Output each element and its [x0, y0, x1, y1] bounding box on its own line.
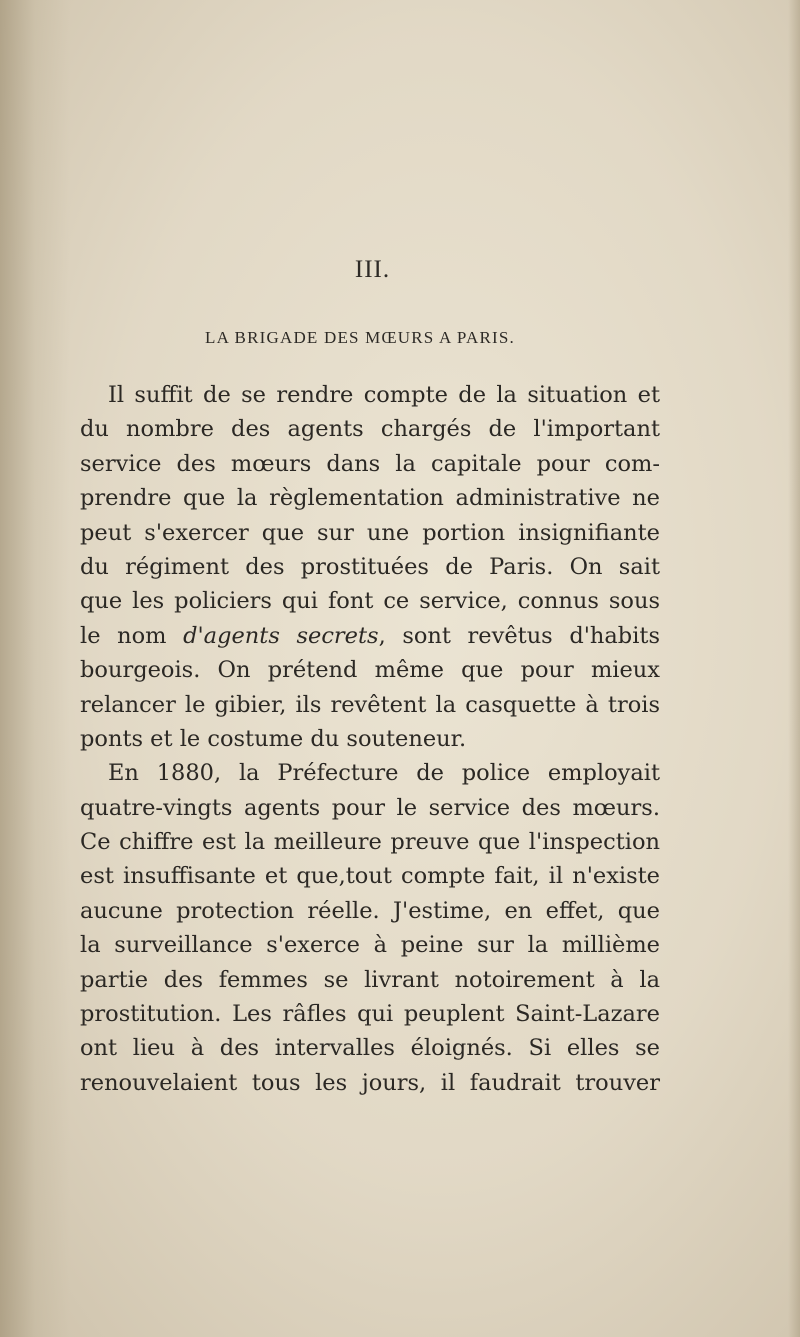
italic-term: d'agents secrets	[183, 622, 379, 649]
text-line: du nombre des agents chargés de l'important	[80, 416, 660, 443]
text-line: renouvelaient tous les jours, il faudrait trouver	[80, 1069, 660, 1096]
chapter-number: III.	[354, 256, 391, 283]
text-line: ont lieu à des intervalles éloignés. Si elles se	[80, 1035, 660, 1062]
text-line: partie des femmes se livrant notoirement à la	[80, 966, 660, 993]
text-line: prostitution. Les râfles qui peuplent Saint-Lazare	[80, 1001, 660, 1028]
text-line: Ce chiffre est la meilleure preuve que l'inspection	[80, 829, 660, 856]
text-line: aucune protection réelle. J'estime, en effet, que	[80, 897, 660, 924]
page-gutter-shadow	[0, 0, 70, 1337]
page-edge-shadow	[788, 0, 800, 1337]
text-line: service des mœurs dans la capitale pour com-	[80, 450, 660, 477]
text-line: prendre que la règlementation administrative ne	[80, 485, 660, 512]
text-line: la surveillance s'exerce à peine sur la millième	[80, 932, 660, 959]
text-line: Il suffit de se rendre compte de la situation et	[108, 382, 660, 408]
text-line: relancer le gibier, ils revêtent la casquette à trois	[80, 691, 660, 718]
text-line: ponts et le costume du souteneur.	[80, 725, 467, 752]
text-line: En 1880, la Préfecture de police employait	[108, 760, 660, 787]
text-line: du régiment des prostituées de Paris. On sait	[80, 553, 660, 580]
body-text	[80, 378, 660, 1100]
chapter-title: LA BRIGADE DES MŒURS A PARIS.	[204, 328, 516, 347]
text-segment: , sont revêtus d'habits	[378, 622, 660, 649]
text-line: que les policiers qui font ce service, connus sous	[80, 588, 660, 615]
text-line: quatre-vingts agents pour le service des mœurs.	[80, 794, 660, 821]
text-line: est insuffisante et que,tout compte fait, il n'existe	[80, 863, 660, 890]
text-line: bourgeois. On prétend même que pour mieux	[80, 657, 660, 684]
text-segment: le nom	[80, 622, 184, 649]
text-line	[80, 619, 660, 653]
text-line: peut s'exercer que sur une portion insignifiante	[80, 519, 660, 546]
